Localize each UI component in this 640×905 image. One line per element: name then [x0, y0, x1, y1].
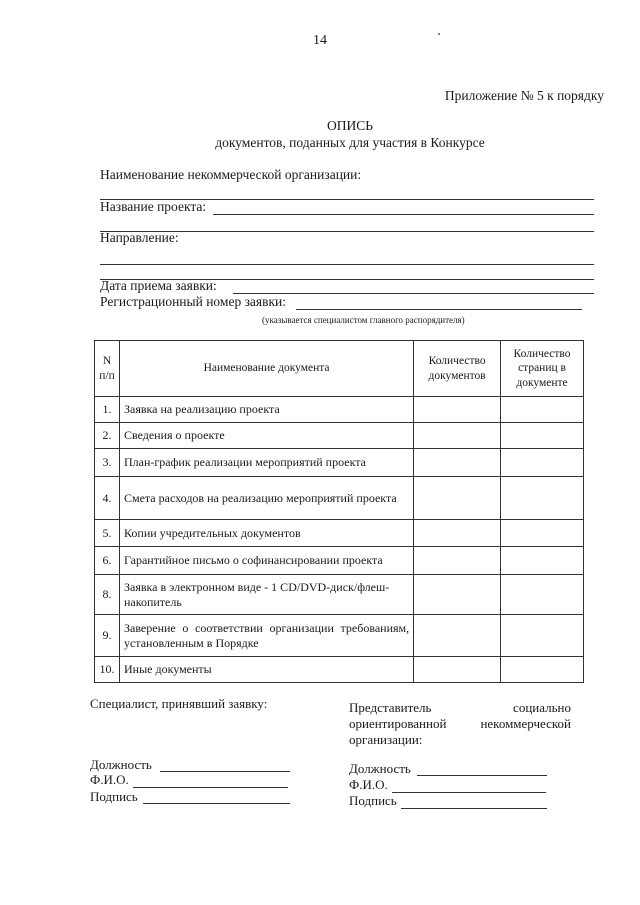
table-row [95, 657, 584, 683]
rep-fio-line [392, 792, 546, 793]
row-doc-count-cell [414, 575, 501, 615]
row-page-count-cell [501, 423, 584, 449]
row-doc-count-cell [414, 423, 501, 449]
representative-label-line-2: ориентированной некоммерческой [349, 716, 571, 731]
row-number: 6. [95, 547, 120, 575]
row-page-count-cell [501, 575, 584, 615]
table-row [95, 520, 584, 547]
page-number: 14 [313, 33, 327, 48]
row-doc-count-cell [414, 449, 501, 477]
table-header-row [95, 341, 584, 397]
reg-number-line [296, 309, 582, 310]
header-page-count: Количество страниц в документе [501, 341, 584, 397]
row-doc-name: Иные документы [119, 657, 413, 683]
row-doc-name: План-график реализации мероприятий проекта [119, 449, 413, 477]
header-number: N п/п [95, 341, 120, 397]
rep-signature-line [401, 808, 547, 809]
direction-line-1 [100, 264, 594, 265]
row-page-count-cell [501, 449, 584, 477]
specialist-signature-line [143, 803, 290, 804]
row-page-count-cell [501, 657, 584, 683]
row-doc-name: Заверение о соответствии организации требованиям, установленным в Порядке [119, 615, 413, 657]
table-row [95, 615, 584, 657]
specialist-fio-line [133, 787, 288, 788]
row-doc-name: Заявка на реализацию проекта [119, 397, 413, 423]
row-page-count-cell [501, 520, 584, 547]
row-doc-count-cell [414, 615, 501, 657]
row-doc-name: Смета расходов на реализацию мероприятий проекта [119, 477, 413, 520]
reg-number-note: (указывается специалистом главного распорядителя) [262, 315, 465, 325]
specialist-fio-label: Ф.И.О. [90, 772, 129, 787]
row-number: 4. [95, 477, 120, 520]
rep-signature-label: Подпись [349, 793, 397, 808]
row-doc-name: Копии учредительных документов [119, 520, 413, 547]
rep-fio-label: Ф.И.О. [349, 777, 388, 792]
rep-position-line [417, 775, 547, 776]
reg-number-label: Регистрационный номер заявки: [100, 294, 287, 309]
table-row [95, 477, 584, 520]
row-doc-name: Заявка в электронном виде - 1 CD/DVD-диск/флеш-накопитель [119, 575, 413, 615]
row-number: 2. [95, 423, 120, 449]
table-row [95, 575, 584, 615]
row-number: 9. [95, 615, 120, 657]
representative-label [349, 700, 571, 748]
project-name-line-1 [213, 214, 594, 215]
row-page-count-cell [501, 477, 584, 520]
org-name-label: Наименование некоммерческой организации: [100, 167, 362, 182]
document-subtitle: документов, поданных для участия в Конкурсе [215, 135, 485, 150]
specialist-position-label: Должность [90, 757, 152, 772]
row-doc-count-cell [414, 520, 501, 547]
specialist-signature-label: Подпись [90, 789, 138, 804]
row-page-count-cell [501, 615, 584, 657]
row-number: 10. [95, 657, 120, 683]
date-label: Дата приема заявки: [100, 278, 217, 293]
representative-label-line-3: организации: [349, 732, 423, 747]
scan-speck [438, 33, 440, 35]
specialist-position-line [160, 771, 290, 772]
row-number: 8. [95, 575, 120, 615]
table-row [95, 397, 584, 423]
specialist-label: Специалист, принявший заявку: [90, 696, 268, 711]
row-number: 5. [95, 520, 120, 547]
row-doc-name: Сведения о проекте [119, 423, 413, 449]
documents-table [94, 340, 584, 683]
row-doc-name: Гарантийное письмо о софинансировании проекта [119, 547, 413, 575]
table-row [95, 547, 584, 575]
row-number: 1. [95, 397, 120, 423]
row-number: 3. [95, 449, 120, 477]
project-name-label: Название проекта: [100, 199, 207, 214]
rep-position-label: Должность [349, 761, 411, 776]
document-title: ОПИСЬ [326, 118, 373, 133]
direction-label: Направление: [100, 230, 179, 245]
header-doc-count: Количество документов [414, 341, 501, 397]
representative-label-line-1: Представитель социально [349, 700, 571, 715]
row-page-count-cell [501, 547, 584, 575]
row-doc-count-cell [414, 397, 501, 423]
row-doc-count-cell [414, 547, 501, 575]
row-doc-count-cell [414, 657, 501, 683]
row-doc-count-cell [414, 477, 501, 520]
header-doc-name: Наименование документа [119, 341, 413, 397]
row-page-count-cell [501, 397, 584, 423]
date-line [233, 293, 594, 294]
table-row [95, 449, 584, 477]
table-row [95, 423, 584, 449]
appendix-label: Приложение № 5 к порядку [444, 88, 604, 103]
